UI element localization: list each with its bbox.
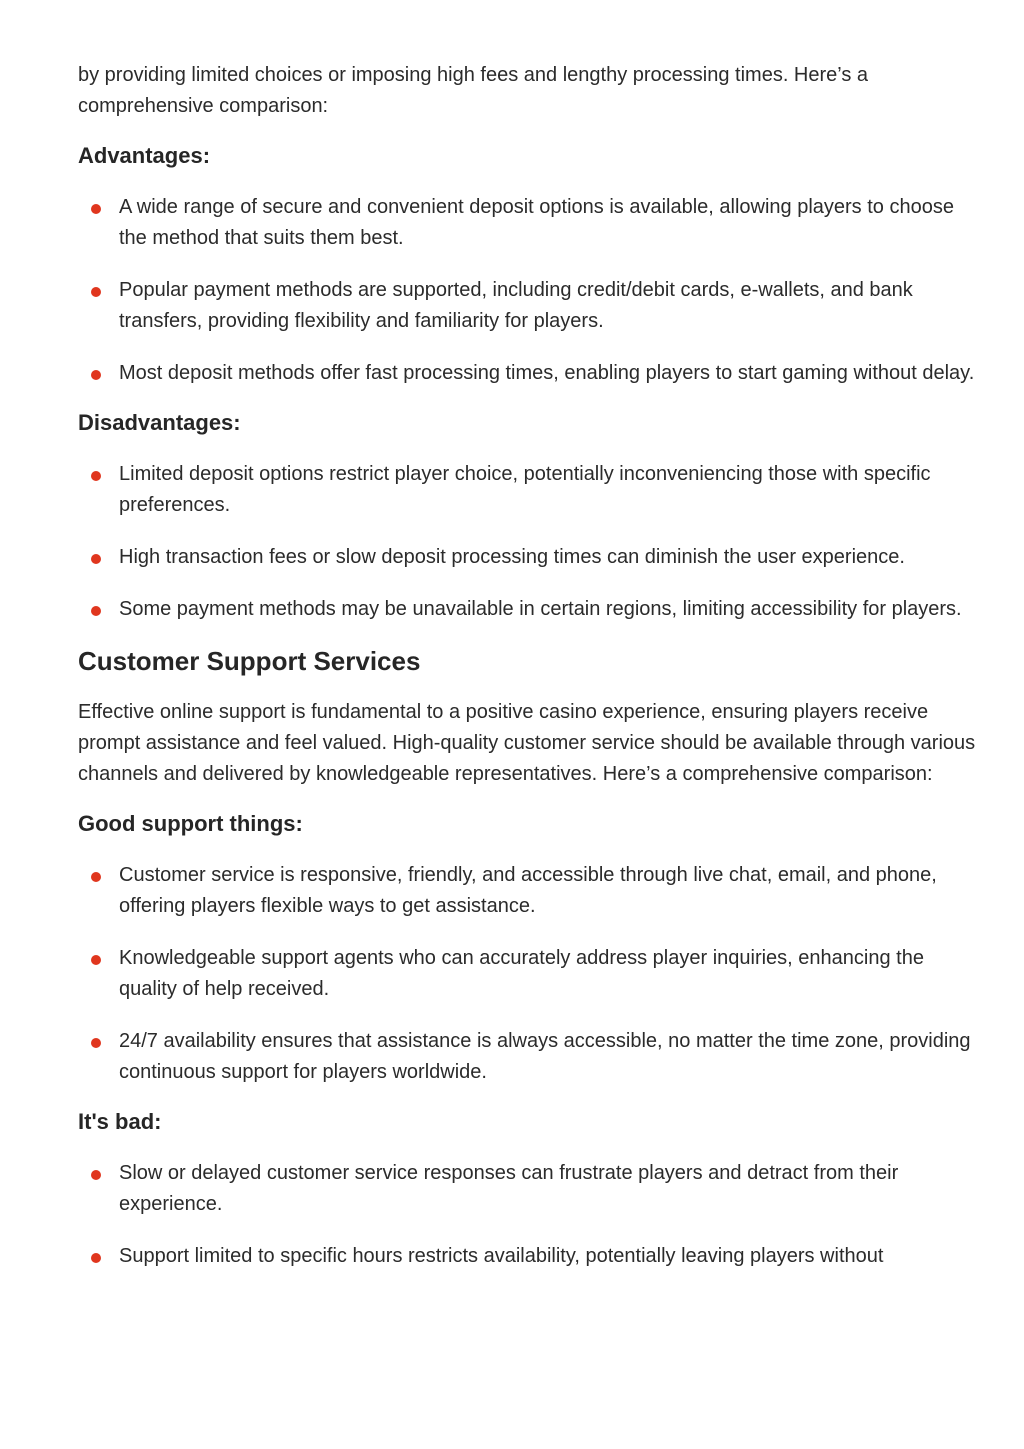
list-item: Popular payment methods are supported, including credit/debit cards, e-wallets, and bank transfers, providing flexibility and familiarity for players. [78,275,978,337]
disadvantages-list [78,459,978,625]
bullet-dot-icon [91,204,101,214]
list-item: Support limited to specific hours restricts availability, potentially leaving players without [78,1241,978,1272]
list-item: Knowledgeable support agents who can accurately address player inquiries, enhancing the quality of help received. [78,943,978,1005]
good-support-list [78,860,978,1088]
bad-support-heading: It's bad: [78,1109,162,1134]
list-item: 24/7 availability ensures that assistance is always accessible, no matter the time zone, providing continuous support for players worldwide. [78,1026,978,1088]
good-support-heading: Good support things: [78,811,303,836]
bullet-dot-icon [91,1253,101,1263]
bullet-dot-icon [91,287,101,297]
list-item: Some payment methods may be unavailable in certain regions, limiting accessibility for players. [78,594,978,625]
list-item: Limited deposit options restrict player choice, potentially inconveniencing those with specific preferences. [78,459,978,521]
bullet-dot-icon [91,554,101,564]
list-item: Slow or delayed customer service responses can frustrate players and detract from their experience. [78,1158,978,1220]
bullet-dot-icon [91,471,101,481]
bullet-dot-icon [91,955,101,965]
bad-support-list [78,1158,978,1272]
list-item: Most deposit methods offer fast processing times, enabling players to start gaming without delay. [78,358,978,389]
document-page [78,60,978,1272]
bullet-dot-icon [91,1170,101,1180]
list-item: High transaction fees or slow deposit processing times can diminish the user experience. [78,542,978,573]
list-item: Customer service is responsive, friendly, and accessible through live chat, email, and phone, offering players flexible ways to get assistance. [78,860,978,922]
bullet-dot-icon [91,1038,101,1048]
bullet-dot-icon [91,606,101,616]
advantages-list [78,192,978,389]
section-title-customer-support: Customer Support Services [78,646,421,676]
list-item: A wide range of secure and convenient deposit options is available, allowing players to choose the method that suits them best. [78,192,978,254]
intro-paragraph: by providing limited choices or imposing high fees and lengthy processing times. Here’s a comprehensive comparison: [78,64,869,117]
bullet-dot-icon [91,370,101,380]
support-paragraph: Effective online support is fundamental to a positive casino experience, ensuring players receive prompt assistance and feel valued. High-quality customer service should be available through various channels and delivered by knowledgeable representatives. Here’s a comprehensive comparison: [78,701,976,785]
disadvantages-heading: Disadvantages: [78,410,241,435]
advantages-heading: Advantages: [78,143,211,168]
bullet-dot-icon [91,872,101,882]
